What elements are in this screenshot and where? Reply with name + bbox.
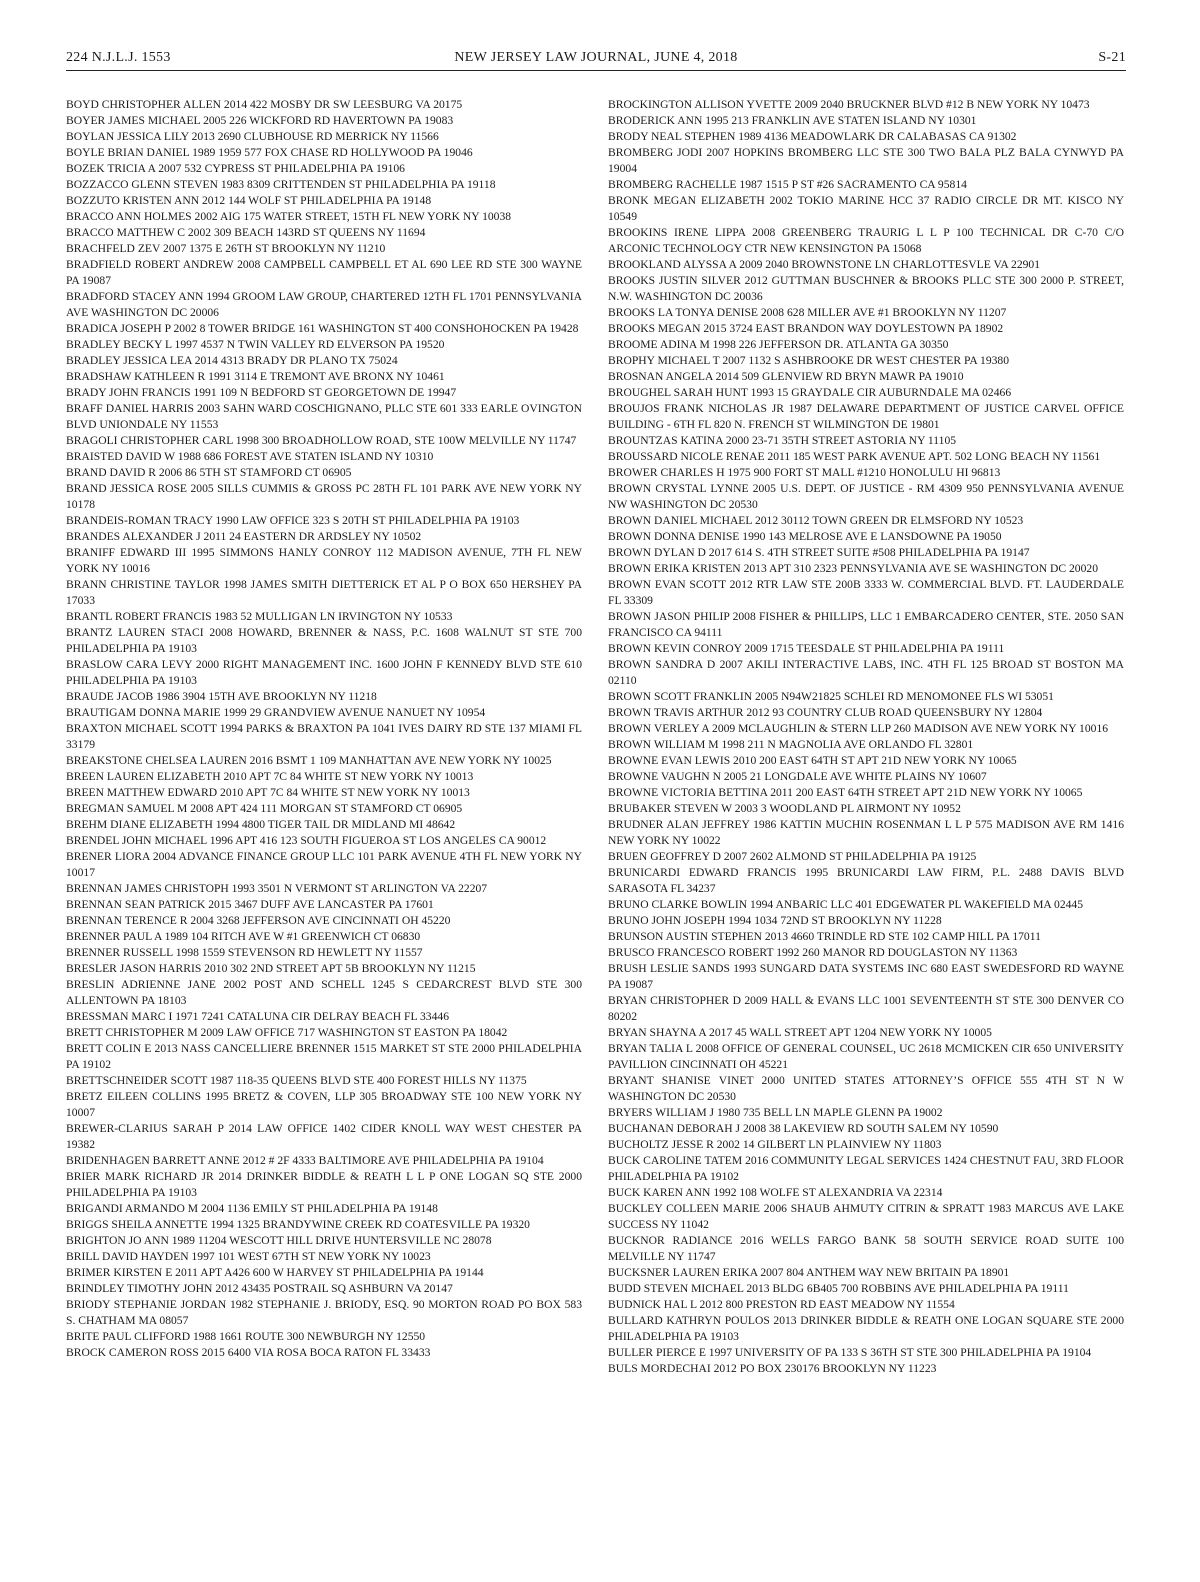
attorney-listing-entry: BROWN DYLAN D 2017 614 S. 4TH STREET SUITE #508 PHILADELPHIA PA 19147 [608,546,1030,559]
attorney-listing-entry: BREGMAN SAMUEL M 2008 APT 424 111 MORGAN ST STAMFORD CT 06905 [66,802,463,815]
attorney-listing-entry: BRYAN CHRISTOPHER D 2009 HALL & EVANS LLC 1001 SEVENTEENTH ST STE 300 DENVER CO 80202 [608,994,1124,1023]
attorney-listing-entry: BROOKLAND ALYSSA A 2009 2040 BROWNSTONE LN CHARLOTTESVLE VA 22901 [608,258,1041,271]
attorney-listing-entry: BRIER MARK RICHARD JR 2014 DRINKER BIDDLE & REATH L L P ONE LOGAN SQ STE 2000 PHILADELPHIA PA 19103 [66,1170,582,1199]
attorney-listing-entry: BRADSHAW KATHLEEN R 1991 3114 E TREMONT AVE BRONX NY 10461 [66,370,445,383]
attorney-listing-entry: BRAUDE JACOB 1986 3904 15TH AVE BROOKLYN NY 11218 [66,690,377,703]
attorney-listing-entry: BROWN CRYSTAL LYNNE 2005 U.S. DEPT. OF JUSTICE - RM 4309 950 PENNSYLVANIA AVENUE NW WASHINGTON DC 20530 [608,482,1124,511]
attorney-listing-entry: BRIGHTON JO ANN 1989 11204 WESCOTT HILL DRIVE HUNTERSVILLE NC 28078 [66,1234,492,1247]
attorney-listing-entry: BOYD CHRISTOPHER ALLEN 2014 422 MOSBY DR SW LEESBURG VA 20175 [66,98,463,111]
attorney-listing-entry: BRYERS WILLIAM J 1980 735 BELL LN MAPLE GLENN PA 19002 [608,1106,943,1119]
attorney-listing-entry: BRENNAN SEAN PATRICK 2015 3467 DUFF AVE LANCASTER PA 17601 [66,898,434,911]
attorney-listing-entry: BROOKINS IRENE LIPPA 2008 GREENBERG TRAURIG L L P 100 TECHNICAL DR C-70 C/O ARCONIC TECHNOLOGY CTR NEW KENSINGTON PA 15068 [608,226,1124,255]
attorney-listing-entry: BRACCO MATTHEW C 2002 309 BEACH 143RD ST QUEENS NY 11694 [66,226,426,239]
attorney-listing-entry: BRODY NEAL STEPHEN 1989 4136 MEADOWLARK DR CALABASAS CA 91302 [608,130,1017,143]
attorney-listing-entry: BOZZUTO KRISTEN ANN 2012 144 WOLF ST PHILADELPHIA PA 19148 [66,194,432,207]
attorney-listing-entry: BRIMER KIRSTEN E 2011 APT A426 600 W HARVEY ST PHILADELPHIA PA 19144 [66,1266,484,1279]
attorney-listing-entry: BRESSMAN MARC I 1971 7241 CATALUNA CIR DELRAY BEACH FL 33446 [66,1010,449,1023]
attorney-listing-entry: BRACHFELD ZEV 2007 1375 E 26TH ST BROOKLYN NY 11210 [66,242,386,255]
attorney-listing-entry: BRAUTIGAM DONNA MARIE 1999 29 GRANDVIEW AVENUE NANUET NY 10954 [66,706,486,719]
attorney-listing-entry: BRUBAKER STEVEN W 2003 3 WOODLAND PL AIRMONT NY 10952 [608,802,961,815]
header-publication-date: NEW JERSEY LAW JOURNAL, JUNE 4, 2018 [454,50,738,65]
attorney-listing-entry: BULLARD KATHRYN POULOS 2013 DRINKER BIDDLE & REATH ONE LOGAN SQUARE STE 2000 PHILADELPHIA PA 19103 [608,1314,1124,1343]
attorney-listing-entry: BRETZ EILEEN COLLINS 1995 BRETZ & COVEN, LLP 305 BROADWAY STE 100 NEW YORK NY 10007 [66,1090,582,1119]
attorney-listing-entry: BUCKNOR RADIANCE 2016 WELLS FARGO BANK 58 SOUTH SERVICE ROAD SUITE 100 MELVILLE NY 11747 [608,1234,1124,1263]
attorney-listing-entry: BRENNAN JAMES CHRISTOPH 1993 3501 N VERMONT ST ARLINGTON VA 22207 [66,882,488,895]
attorney-listing-entry: BUCHOLTZ JESSE R 2002 14 GILBERT LN PLAINVIEW NY 11803 [608,1138,942,1151]
attorney-listing-entry: BUCHANAN DEBORAH J 2008 38 LAKEVIEW RD SOUTH SALEM NY 10590 [608,1122,999,1135]
attorney-listing-entry: BRESLER JASON HARRIS 2010 302 2ND STREET APT 5B BROOKLYN NY 11215 [66,962,476,975]
page-header [66,50,1126,70]
attorney-listing-entry: BROWN VERLEY A 2009 MCLAUGHLIN & STERN LLP 260 MADISON AVE NEW YORK NY 10016 [608,722,1109,735]
attorney-listing-entry: BROOME ADINA M 1998 226 JEFFERSON DR. ATLANTA GA 30350 [608,338,949,351]
attorney-listing-entry: BRENNAN TERENCE R 2004 3268 JEFFERSON AVE CINCINNATI OH 45220 [66,914,451,927]
attorney-listing-entry: BUDNICK HAL L 2012 800 PRESTON RD EAST MEADOW NY 11554 [608,1298,955,1311]
attorney-listing-entry: BRONK MEGAN ELIZABETH 2002 TOKIO MARINE HCC 37 RADIO CIRCLE DR MT. KISCO NY 10549 [608,194,1124,223]
attorney-listing-entry: BUCKSNER LAUREN ERIKA 2007 804 ANTHEM WAY NEW BRITAIN PA 18901 [608,1266,1010,1279]
attorney-listing-entry: BRADFIELD ROBERT ANDREW 2008 CAMPBELL CAMPBELL ET AL 690 LEE RD STE 300 WAYNE PA 19087 [66,258,582,287]
attorney-listing-entry: BOYER JAMES MICHAEL 2005 226 WICKFORD RD HAVERTOWN PA 19083 [66,114,454,127]
header-volume-citation: 224 N.J.L.J. 1553 [66,50,171,65]
attorney-listing-entry: BRAGOLI CHRISTOPHER CARL 1998 300 BROADHOLLOW ROAD, STE 100W MELVILLE NY 11747 [66,434,577,447]
attorney-listing-entry: BRANDEIS-ROMAN TRACY 1990 LAW OFFICE 323 S 20TH ST PHILADELPHIA PA 19103 [66,514,520,527]
attorney-listing-entry: BROWN EVAN SCOTT 2012 RTR LAW STE 200B 3333 W. COMMERCIAL BLVD. FT. LAUDERDALE FL 33309 [608,578,1124,607]
attorney-listing-entry: BROMBERG JODI 2007 HOPKINS BROMBERG LLC STE 300 TWO BALA PLZ BALA CYNWYD PA 19004 [608,146,1124,175]
attorney-listing-entry: BRAFF DANIEL HARRIS 2003 SAHN WARD COSCHIGNANO, PLLC STE 601 333 EARLE OVINGTON BLVD UNIONDALE NY 11553 [66,402,582,431]
attorney-listing-entry: BRITE PAUL CLIFFORD 1988 1661 ROUTE 300 NEWBURGH NY 12550 [66,1330,426,1343]
attorney-listing-entry: BULLER PIERCE E 1997 UNIVERSITY OF PA 133 S 36TH ST STE 300 PHILADELPHIA PA 19104 [608,1346,1092,1359]
attorney-listing-entry: BOYLAN JESSICA LILY 2013 2690 CLUBHOUSE RD MERRICK NY 11566 [66,130,439,143]
attorney-listing-entry: BROPHY MICHAEL T 2007 1132 S ASHBROOKE DR WEST CHESTER PA 19380 [608,354,1010,367]
attorney-listing-entry: BROUSSARD NICOLE RENAE 2011 185 WEST PARK AVENUE APT. 502 LONG BEACH NY 11561 [608,450,1101,463]
attorney-listing-entry: BRYAN SHAYNA A 2017 45 WALL STREET APT 1204 NEW YORK NY 10005 [608,1026,992,1039]
attorney-listing-entry: BRANIFF EDWARD III 1995 SIMMONS HANLY CONROY 112 MADISON AVENUE, 7TH FL NEW YORK NY 10016 [66,546,582,575]
attorney-listing-entry: BRIDENHAGEN BARRETT ANNE 2012 # 2F 4333 BALTIMORE AVE PHILADELPHIA PA 19104 [66,1154,544,1167]
attorney-listing-entry: BROOKS JUSTIN SILVER 2012 GUTTMAN BUSCHNER & BROOKS PLLC STE 300 2000 P. STREET, N.W. WASHINGTON DC 20036 [608,274,1124,303]
attorney-listing-entry: BROOKS LA TONYA DENISE 2008 628 MILLER AVE #1 BROOKLYN NY 11207 [608,306,1007,319]
attorney-listing-entry: BRIODY STEPHANIE JORDAN 1982 STEPHANIE J. BRIODY, ESQ. 90 MORTON ROAD PO BOX 583 S. CHATHAM MA 08057 [66,1298,582,1327]
attorney-listing-entry: BROWN KEVIN CONROY 2009 1715 TEESDALE ST PHILADELPHIA PA 19111 [608,642,1005,655]
left-column [66,97,582,1361]
attorney-listing-entry: BRAXTON MICHAEL SCOTT 1994 PARKS & BRAXTON PA 1041 IVES DAIRY RD STE 137 MIAMI FL 33179 [66,722,582,751]
attorney-listing-entry: BRAISTED DAVID W 1988 686 FOREST AVE STATEN ISLAND NY 10310 [66,450,434,463]
attorney-listing-entry: BROWN JASON PHILIP 2008 FISHER & PHILLIPS, LLC 1 EMBARCADERO CENTER, STE. 2050 SAN FRANCISCO CA 94111 [608,610,1124,639]
attorney-listing-entry: BROWN DONNA DENISE 1990 143 MELROSE AVE E LANSDOWNE PA 19050 [608,530,1002,543]
attorney-listing-entry: BOZEK TRICIA A 2007 532 CYPRESS ST PHILADELPHIA PA 19106 [66,162,405,175]
attorney-listing-entry: BRADLEY BECKY L 1997 4537 N TWIN VALLEY RD ELVERSON PA 19520 [66,338,445,351]
attorney-listing-entry: BUCKLEY COLLEEN MARIE 2006 SHAUB AHMUTY CITRIN & SPRATT 1983 MARCUS AVE LAKE SUCCESS NY 11042 [608,1202,1124,1231]
header-rule [66,70,1126,71]
attorney-listing-entry: BREWER-CLARIUS SARAH P 2014 LAW OFFICE 1402 CIDER KNOLL WAY WEST CHESTER PA 19382 [66,1122,582,1151]
attorney-listing-entry: BRUNO CLARKE BOWLIN 1994 ANBARIC LLC 401 EDGEWATER PL WAKEFIELD MA 02445 [608,898,1084,911]
attorney-listing-entry: BROWNE EVAN LEWIS 2010 200 EAST 64TH ST APT 21D NEW YORK NY 10065 [608,754,1017,767]
attorney-listing-entry: BROCKINGTON ALLISON YVETTE 2009 2040 BRUCKNER BLVD #12 B NEW YORK NY 10473 [608,98,1090,111]
attorney-listing-entry: BRANN CHRISTINE TAYLOR 1998 JAMES SMITH DIETTERICK ET AL P O BOX 650 HERSHEY PA 17033 [66,578,582,607]
attorney-listing-entry: BOYLE BRIAN DANIEL 1989 1959 577 FOX CHASE RD HOLLYWOOD PA 19046 [66,146,473,159]
attorney-listing-entry: BRYANT SHANISE VINET 2000 UNITED STATES ATTORNEY’S OFFICE 555 4TH ST N W WASHINGTON DC 20530 [608,1074,1124,1103]
attorney-listing-entry: BRENER LIORA 2004 ADVANCE FINANCE GROUP LLC 101 PARK AVENUE 4TH FL NEW YORK NY 10017 [66,850,582,879]
attorney-listing-entry: BRUEN GEOFFREY D 2007 2602 ALMOND ST PHILADELPHIA PA 19125 [608,850,977,863]
attorney-listing-entry: BRIGGS SHEILA ANNETTE 1994 1325 BRANDYWINE CREEK RD COATESVILLE PA 19320 [66,1218,530,1231]
attorney-listing-entry: BRETT CHRISTOPHER M 2009 LAW OFFICE 717 WASHINGTON ST EASTON PA 18042 [66,1026,508,1039]
attorney-listing-entry: BRILL DAVID HAYDEN 1997 101 WEST 67TH ST NEW YORK NY 10023 [66,1250,431,1263]
attorney-listing-entry: BUDD STEVEN MICHAEL 2013 BLDG 6B405 700 ROBBINS AVE PHILADELPHIA PA 19111 [608,1282,1069,1295]
attorney-listing-entry: BRENNER RUSSELL 1998 1559 STEVENSON RD HEWLETT NY 11557 [66,946,423,959]
attorney-listing-entry: BREHM DIANE ELIZABETH 1994 4800 TIGER TAIL DR MIDLAND MI 48642 [66,818,456,831]
attorney-listing-entry: BUCK CAROLINE TATEM 2016 COMMUNITY LEGAL SERVICES 1424 CHESTNUT FAU, 3RD FLOOR PHILADELPHIA PA 19102 [608,1154,1124,1183]
attorney-listing-entry: BRUSH LESLIE SANDS 1993 SUNGARD DATA SYSTEMS INC 680 EAST SWEDESFORD RD WAYNE PA 19087 [608,962,1124,991]
header-page-number: S-21 [1098,50,1126,65]
attorney-listing-entry: BRASLOW CARA LEVY 2000 RIGHT MANAGEMENT INC. 1600 JOHN F KENNEDY BLVD STE 610 PHILADELPHIA PA 19103 [66,658,582,687]
attorney-listing-entry: BROMBERG RACHELLE 1987 1515 P ST #26 SACRAMENTO CA 95814 [608,178,967,191]
attorney-listing-entry: BROCK CAMERON ROSS 2015 6400 VIA ROSA BOCA RATON FL 33433 [66,1346,431,1359]
attorney-listing-entry: BROWN DANIEL MICHAEL 2012 30112 TOWN GREEN DR ELMSFORD NY 10523 [608,514,1024,527]
right-column [608,97,1124,1377]
attorney-listing-entry: BROWN SCOTT FRANKLIN 2005 N94W21825 SCHLEI RD MENOMONEE FLS WI 53051 [608,690,1054,703]
attorney-listing-entry: BROSNAN ANGELA 2014 509 GLENVIEW RD BRYN MAWR PA 19010 [608,370,964,383]
attorney-listing-entry: BRUDNER ALAN JEFFREY 1986 KATTIN MUCHIN ROSENMAN L L P 575 MADISON AVE RM 1416 NEW YORK NY 10022 [608,818,1124,847]
attorney-listing-entry: BRUNO JOHN JOSEPH 1994 1034 72ND ST BROOKLYN NY 11228 [608,914,942,927]
attorney-listing-entry: BREEN MATTHEW EDWARD 2010 APT 7C 84 WHITE ST NEW YORK NY 10013 [66,786,470,799]
attorney-listing-entry: BROWNE VAUGHN N 2005 21 LONGDALE AVE WHITE PLAINS NY 10607 [608,770,987,783]
attorney-listing-entry: BREEN LAUREN ELIZABETH 2010 APT 7C 84 WHITE ST NEW YORK NY 10013 [66,770,474,783]
attorney-listing-entry: BROWN WILLIAM M 1998 211 N MAGNOLIA AVE ORLANDO FL 32801 [608,738,974,751]
attorney-listing-entry: BUCK KAREN ANN 1992 108 WOLFE ST ALEXANDRIA VA 22314 [608,1186,943,1199]
attorney-listing-entry: BRAND JESSICA ROSE 2005 SILLS CUMMIS & GROSS PC 28TH FL 101 PARK AVE NEW YORK NY 10178 [66,482,582,511]
attorney-listing-entry: BRANTL ROBERT FRANCIS 1983 52 MULLIGAN LN IRVINGTON NY 10533 [66,610,453,623]
attorney-listing-entry: BRENDEL JOHN MICHAEL 1996 APT 416 123 SOUTH FIGUEROA ST LOS ANGELES CA 90012 [66,834,547,847]
attorney-listing-entry: BRADFORD STACEY ANN 1994 GROOM LAW GROUP, CHARTERED 12TH FL 1701 PENNSYLVANIA AVE WASHINGTON DC 20006 [66,290,582,319]
attorney-listing-entry: BRADLEY JESSICA LEA 2014 4313 BRADY DR PLANO TX 75024 [66,354,398,367]
attorney-listing-entry: BREAKSTONE CHELSEA LAUREN 2016 BSMT 1 109 MANHATTAN AVE NEW YORK NY 10025 [66,754,552,767]
attorney-listing-entry: BROUNTZAS KATINA 2000 23-71 35TH STREET ASTORIA NY 11105 [608,434,957,447]
attorney-listing-entry: BROWNE VICTORIA BETTINA 2011 200 EAST 64TH STREET APT 21D NEW YORK NY 10065 [608,786,1083,799]
attorney-listing-entry: BROOKS MEGAN 2015 3724 EAST BRANDON WAY DOYLESTOWN PA 18902 [608,322,1004,335]
attorney-listing-entry: BULS MORDECHAI 2012 PO BOX 230176 BROOKLYN NY 11223 [608,1362,937,1375]
attorney-listing-entry: BRENNER PAUL A 1989 104 RITCH AVE W #1 GREENWICH CT 06830 [66,930,421,943]
attorney-listing-entry: BRETT COLIN E 2013 NASS CANCELLIERE BRENNER 1515 MARKET ST STE 2000 PHILADELPHIA PA 19102 [66,1042,582,1071]
attorney-listing-entry: BROWN ERIKA KRISTEN 2013 APT 310 2323 PENNSYLVANIA AVE SE WASHINGTON DC 20020 [608,562,1098,575]
attorney-listing-entry: BRAND DAVID R 2006 86 5TH ST STAMFORD CT 06905 [66,466,352,479]
attorney-listing-entry: BRETTSCHNEIDER SCOTT 1987 118-35 QUEENS BLVD STE 400 FOREST HILLS NY 11375 [66,1074,527,1087]
attorney-listing-entry: BROWN TRAVIS ARTHUR 2012 93 COUNTRY CLUB ROAD QUEENSBURY NY 12804 [608,706,1043,719]
attorney-listing-entry: BRUSCO FRANCESCO ROBERT 1992 260 MANOR RD DOUGLASTON NY 11363 [608,946,1018,959]
attorney-listing-entry: BRINDLEY TIMOTHY JOHN 2012 43435 POSTRAIL SQ ASHBURN VA 20147 [66,1282,453,1295]
attorney-listing-entry: BROWER CHARLES H 1975 900 FORT ST MALL #1210 HONOLULU HI 96813 [608,466,1001,479]
attorney-listing-entry: BRANTZ LAUREN STACI 2008 HOWARD, BRENNER & NASS, P.C. 1608 WALNUT ST STE 700 PHILADELPHIA PA 19103 [66,626,582,655]
attorney-listing-entry: BRACCO ANN HOLMES 2002 AIG 175 WATER STREET, 15TH FL NEW YORK NY 10038 [66,210,512,223]
attorney-listing-entry: BRADY JOHN FRANCIS 1991 109 N BEDFORD ST GEORGETOWN DE 19947 [66,386,457,399]
attorney-listing-entry: BRODERICK ANN 1995 213 FRANKLIN AVE STATEN ISLAND NY 10301 [608,114,977,127]
attorney-listing-entry: BRYAN TALIA L 2008 OFFICE OF GENERAL COUNSEL, UC 2618 MCMICKEN CIR 650 UNIVERSITY PAVILLION CINCINNATI OH 45221 [608,1042,1124,1071]
attorney-listing-entry: BROUGHEL SARAH HUNT 1993 15 GRAYDALE CIR AUBURNDALE MA 02466 [608,386,1012,399]
attorney-listing-entry: BRADICA JOSEPH P 2002 8 TOWER BRIDGE 161 WASHINGTON ST 400 CONSHOHOCKEN PA 19428 [66,322,579,335]
attorney-listing-entry: BRANDES ALEXANDER J 2011 24 EASTERN DR ARDSLEY NY 10502 [66,530,422,543]
attorney-listing-entry: BRESLIN ADRIENNE JANE 2002 POST AND SCHELL 1245 S CEDARCREST BLVD STE 300 ALLENTOWN PA 18103 [66,978,582,1007]
attorney-listing-entry: BRIGANDI ARMANDO M 2004 1136 EMILY ST PHILADELPHIA PA 19148 [66,1202,438,1215]
attorney-listing-entry: BRUNSON AUSTIN STEPHEN 2013 4660 TRINDLE RD STE 102 CAMP HILL PA 17011 [608,930,1041,943]
attorney-listing-entry: BROWN SANDRA D 2007 AKILI INTERACTIVE LABS, INC. 4TH FL 125 BROAD ST BOSTON MA 02110 [608,658,1124,687]
attorney-listing-entry: BOZZACCO GLENN STEVEN 1983 8309 CRITTENDEN ST PHILADELPHIA PA 19118 [66,178,496,191]
attorney-listing-entry: BRUNICARDI EDWARD FRANCIS 1995 BRUNICARDI LAW FIRM, P.L. 2488 DAVIS BLVD SARASOTA FL 34237 [608,866,1124,895]
attorney-listing-entry: BROUJOS FRANK NICHOLAS JR 1987 DELAWARE DEPARTMENT OF JUSTICE CARVEL OFFICE BUILDING - 6TH FL 820 N. FRENCH ST WILMINGTON DE 19801 [608,402,1124,431]
